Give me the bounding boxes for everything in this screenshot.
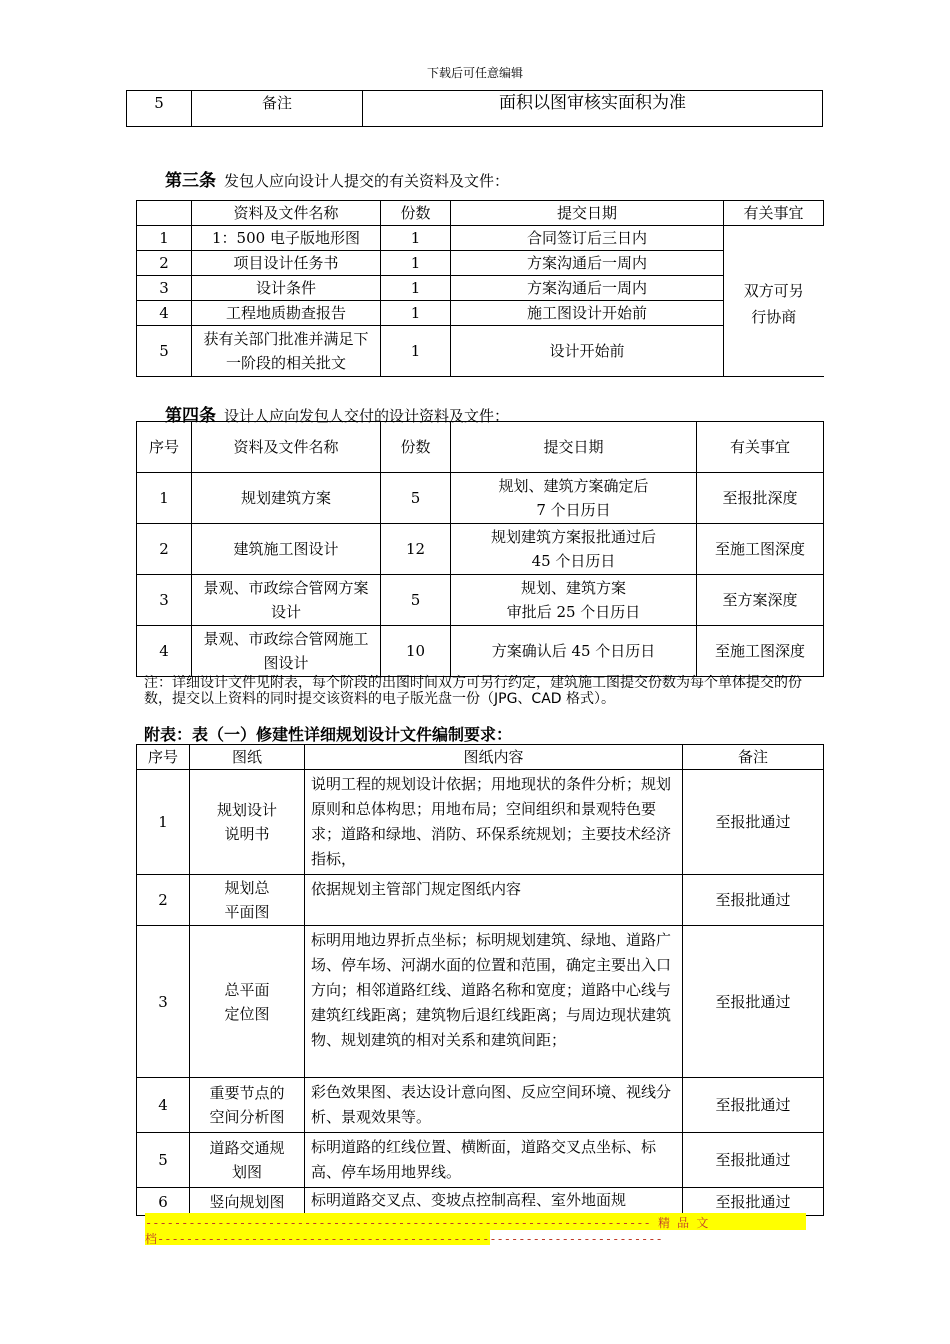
appendix-r3-no: 3 [137, 926, 190, 1078]
table-row [137, 626, 824, 677]
art3-text: 发包人应向设计人提交的有关资料及文件： [224, 172, 510, 190]
art4-r2-date: 规划建筑方案报批通过后 45 个日历日 [451, 524, 697, 575]
table-row [137, 524, 824, 575]
art4-title: 第四条 [165, 406, 216, 426]
appendix-r1-no: 1 [137, 770, 190, 875]
art3-r2-name: 项目设计任务书 [192, 251, 381, 276]
appendix-table [136, 744, 824, 1216]
art3-r5-date: 设计开始前 [451, 326, 724, 377]
art4-r1-date: 规划、建筑方案确定后 7 个日历日 [451, 473, 697, 524]
art4-r1-copies: 5 [381, 473, 451, 524]
appendix-r4-drawing: 重要节点的 空间分析图 [190, 1078, 305, 1133]
art3-r5-copies: 1 [381, 326, 451, 377]
art3-heading [165, 166, 509, 191]
art4-h0: 序号 [137, 422, 192, 473]
art3-r2-date: 方案沟通后一周内 [451, 251, 724, 276]
art4-r2-remark: 至施工图深度 [697, 524, 824, 575]
appendix-r5-remark: 至报批通过 [683, 1133, 824, 1188]
art4-r3-remark: 至方案深度 [697, 575, 824, 626]
art3-h1: 资料及文件名称 [192, 201, 381, 226]
appendix-r6-remark: 至报批通过 [683, 1188, 824, 1216]
art4-h4: 有关事宜 [697, 422, 824, 473]
art4-r4-copies: 10 [381, 626, 451, 677]
appendix-r1-remark: 至报批通过 [683, 770, 824, 875]
art3-h3: 提交日期 [451, 201, 724, 226]
appendix-r2-drawing: 规划总 平面图 [190, 875, 305, 926]
art4-text: 设计人应向发包人交付的设计资料及文件： [224, 407, 510, 425]
table-row [137, 1133, 824, 1188]
appendix-r2-content: 依据规划主管部门规定图纸内容 [305, 875, 683, 926]
appendix-r6-no: 6 [137, 1188, 190, 1216]
art3-remark: 双方可另行协商 [724, 226, 824, 377]
page-header: 下载后可任意编辑 [426, 66, 523, 80]
appendix-r2-no: 2 [137, 875, 190, 926]
table-row [137, 301, 824, 326]
table-row [137, 770, 824, 875]
appendix-r4-no: 4 [137, 1078, 190, 1133]
appendix-r5-drawing: 道路交通规 划图 [190, 1133, 305, 1188]
art3-r2-copies: 1 [381, 251, 451, 276]
appendix-h1: 图纸 [190, 745, 305, 770]
art4-r3-no: 3 [137, 575, 192, 626]
art3-r3-name: 设计条件 [192, 276, 381, 301]
art4-header-row [137, 422, 824, 473]
art4-r2-name: 建筑施工图设计 [192, 524, 381, 575]
table-row [137, 226, 824, 251]
art4-h3: 提交日期 [451, 422, 697, 473]
top-row-num: 5 [127, 91, 192, 127]
appendix-r3-remark: 至报批通过 [683, 926, 824, 1078]
art3-r3-date: 方案沟通后一周内 [451, 276, 724, 301]
art4-h2: 份数 [381, 422, 451, 473]
art4-r3-copies: 5 [381, 575, 451, 626]
table-row [137, 1188, 824, 1216]
appendix-r1-content: 说明工程的规划设计依据；用地现状的条件分析；规划原则和总体构思；用地布局；空间组织和景观特色要求；道路和绿地、消防、环保系统规划；主要技术经济指标， [305, 770, 683, 875]
art4-r4-date: 方案确认后 45 个日历日 [451, 626, 697, 677]
art3-h0 [137, 201, 192, 226]
art3-header-row [137, 201, 824, 226]
art3-r3-no: 3 [137, 276, 192, 301]
art3-r4-no: 4 [137, 301, 192, 326]
table-row [137, 251, 824, 276]
appendix-title: 附表：表（一）修建性详细规划设计文件编制要求： [144, 725, 513, 744]
table-row [137, 926, 824, 1078]
art3-r4-copies: 1 [381, 301, 451, 326]
table-row [137, 326, 824, 377]
art4-r3-date: 规划、建筑方案 审批后 25 个日历日 [451, 575, 697, 626]
top-row-content: 面积以图审核实面积为准 [363, 91, 823, 127]
appendix-r3-content: 标明用地边界折点坐标；标明规划建筑、绿地、道路广场、停车场、河湖水面的位置和范围，确定主要出入口方向；相邻道路红线、道路名称和宽度；道路中心线与建筑红线距离；建筑物后退红线距离；与周边现状建筑物、规划建筑的相对关系和建筑间距； [305, 926, 683, 1078]
appendix-r3-drawing: 总平面 定位图 [190, 926, 305, 1078]
table-row [137, 276, 824, 301]
art3-r3-copies: 1 [381, 276, 451, 301]
footer-line-2: 档---------------------------------------------------------------------- [145, 1232, 663, 1246]
appendix-r6-drawing: 竖向规划图 [190, 1188, 305, 1216]
art3-table [136, 200, 824, 377]
table-row [137, 473, 824, 524]
art3-r5-no: 5 [137, 326, 192, 377]
art3-r1-copies: 1 [381, 226, 451, 251]
footer-line-1: ---------------------------------------------------------------------- 精 品 文 [145, 1216, 709, 1230]
art4-r2-no: 2 [137, 524, 192, 575]
appendix-h0: 序号 [137, 745, 190, 770]
art3-h4: 有关事宜 [724, 201, 824, 226]
appendix-r2-remark: 至报批通过 [683, 875, 824, 926]
appendix-r4-content: 彩色效果图、表达设计意向图、反应空间环境、视线分析、景观效果等。 [305, 1078, 683, 1133]
appendix-h3: 备注 [683, 745, 824, 770]
appendix-r6-content: 标明道路交叉点、变坡点控制高程、室外地面规 [305, 1188, 683, 1216]
art4-r4-remark: 至施工图深度 [697, 626, 824, 677]
appendix-header-row [137, 745, 824, 770]
art4-r2-copies: 12 [381, 524, 451, 575]
art4-r4-name: 景观、市政综合管网施工图设计 [192, 626, 381, 677]
art3-r1-name: 1：500 电子版地形图 [192, 226, 381, 251]
table-row [137, 1078, 824, 1133]
appendix-r5-content: 标明道路的红线位置、横断面，道路交叉点坐标、标高、停车场用地界线。 [305, 1133, 683, 1188]
art3-r4-name: 工程地质勘查报告 [192, 301, 381, 326]
top-row-table [126, 90, 823, 127]
appendix-r4-remark: 至报批通过 [683, 1078, 824, 1133]
art3-r4-date: 施工图设计开始前 [451, 301, 724, 326]
art3-title: 第三条 [165, 171, 216, 191]
art4-r1-name: 规划建筑方案 [192, 473, 381, 524]
art4-r3-name: 景观、市政综合管网方案设计 [192, 575, 381, 626]
art4-r4-no: 4 [137, 626, 192, 677]
art3-r1-date: 合同签订后三日内 [451, 226, 724, 251]
appendix-r1-drawing: 规划设计 说明书 [190, 770, 305, 875]
art3-r1-no: 1 [137, 226, 192, 251]
art3-h2: 份数 [381, 201, 451, 226]
art4-note: 注：详细设计文件见附表，每个阶段的出图时间双方可另行约定，建筑施工图提交份数为每个单体提交的份数，提交以上资料的同时提交该资料的电子版光盘一份（JPG、CAD 格式）。 [144, 675, 802, 707]
appendix-r5-no: 5 [137, 1133, 190, 1188]
table-row [137, 875, 824, 926]
art3-r2-no: 2 [137, 251, 192, 276]
table-row [137, 575, 824, 626]
art3-r5-name: 获有关部门批准并满足下一阶段的相关批文 [192, 326, 381, 377]
art4-r1-no: 1 [137, 473, 192, 524]
art4-table [136, 421, 824, 677]
appendix-h2: 图纸内容 [305, 745, 683, 770]
art4-r1-remark: 至报批深度 [697, 473, 824, 524]
top-row-label: 备注 [192, 91, 363, 127]
art4-h1: 资料及文件名称 [192, 422, 381, 473]
